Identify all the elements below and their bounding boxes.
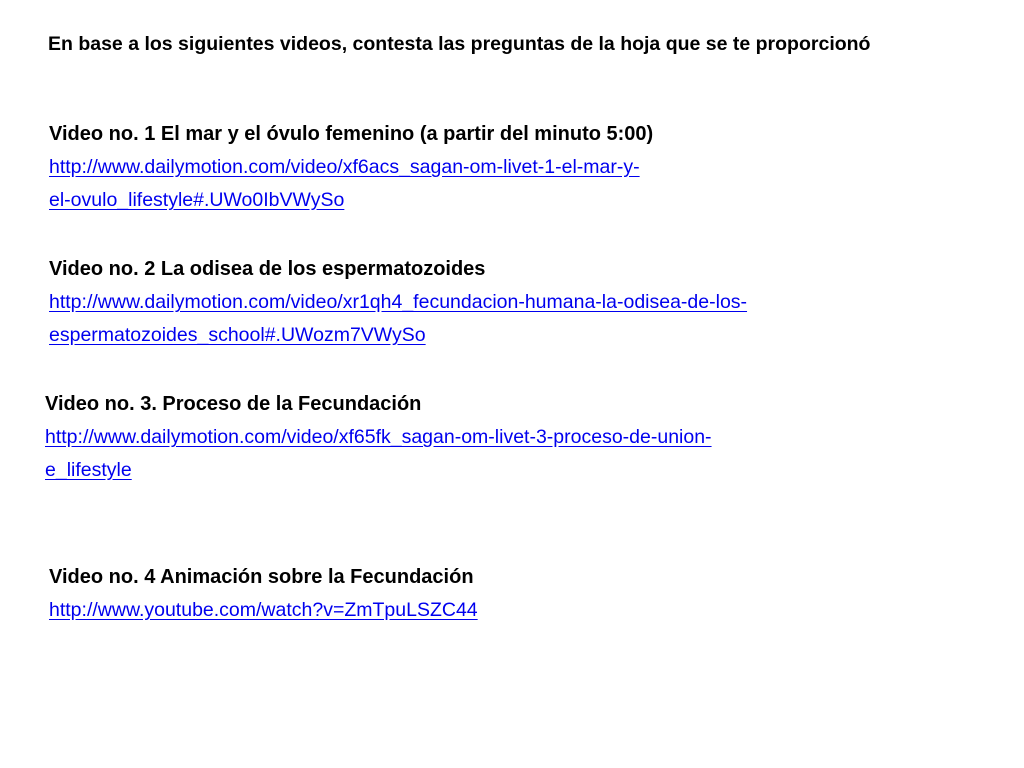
video-2-title: Video no. 2 La odisea de los espermatozoides [49, 258, 486, 280]
video-2-link-line-2[interactable]: espermatozoides_school#.UWozm7VWySo [49, 324, 426, 346]
video-entry-1 [49, 118, 809, 217]
video-1-link-line-2[interactable]: el-ovulo_lifestyle#.UWo0IbVWySo [49, 189, 345, 211]
video-entry-2 [49, 253, 929, 352]
video-2-link-line-1[interactable]: http://www.dailymotion.com/video/xr1qh4_fecundacion-humana-la-odisea-de-los- [49, 291, 748, 313]
video-1-link-line-1[interactable]: http://www.dailymotion.com/video/xf6acs_sagan-om-livet-1-el-mar-y- [49, 156, 640, 178]
instructions-heading: En base a los siguientes videos, contesta las preguntas de la hoja que se te proporcionó [48, 33, 871, 55]
video-entry-4 [49, 561, 809, 627]
video-4-title: Video no. 4 Animación sobre la Fecundación [49, 566, 474, 588]
video-3-link-line-2[interactable]: e_lifestyle [45, 459, 132, 481]
video-3-title: Video no. 3. Proceso de la Fecundación [45, 393, 422, 415]
video-4-link[interactable]: http://www.youtube.com/watch?v=ZmTpuLSZC44 [49, 599, 478, 621]
video-entry-3 [45, 388, 895, 487]
video-1-title: Video no. 1 El mar y el óvulo femenino (a partir del minuto 5:00) [49, 123, 654, 145]
video-3-link-line-1[interactable]: http://www.dailymotion.com/video/xf65fk_sagan-om-livet-3-proceso-de-union- [45, 426, 712, 448]
